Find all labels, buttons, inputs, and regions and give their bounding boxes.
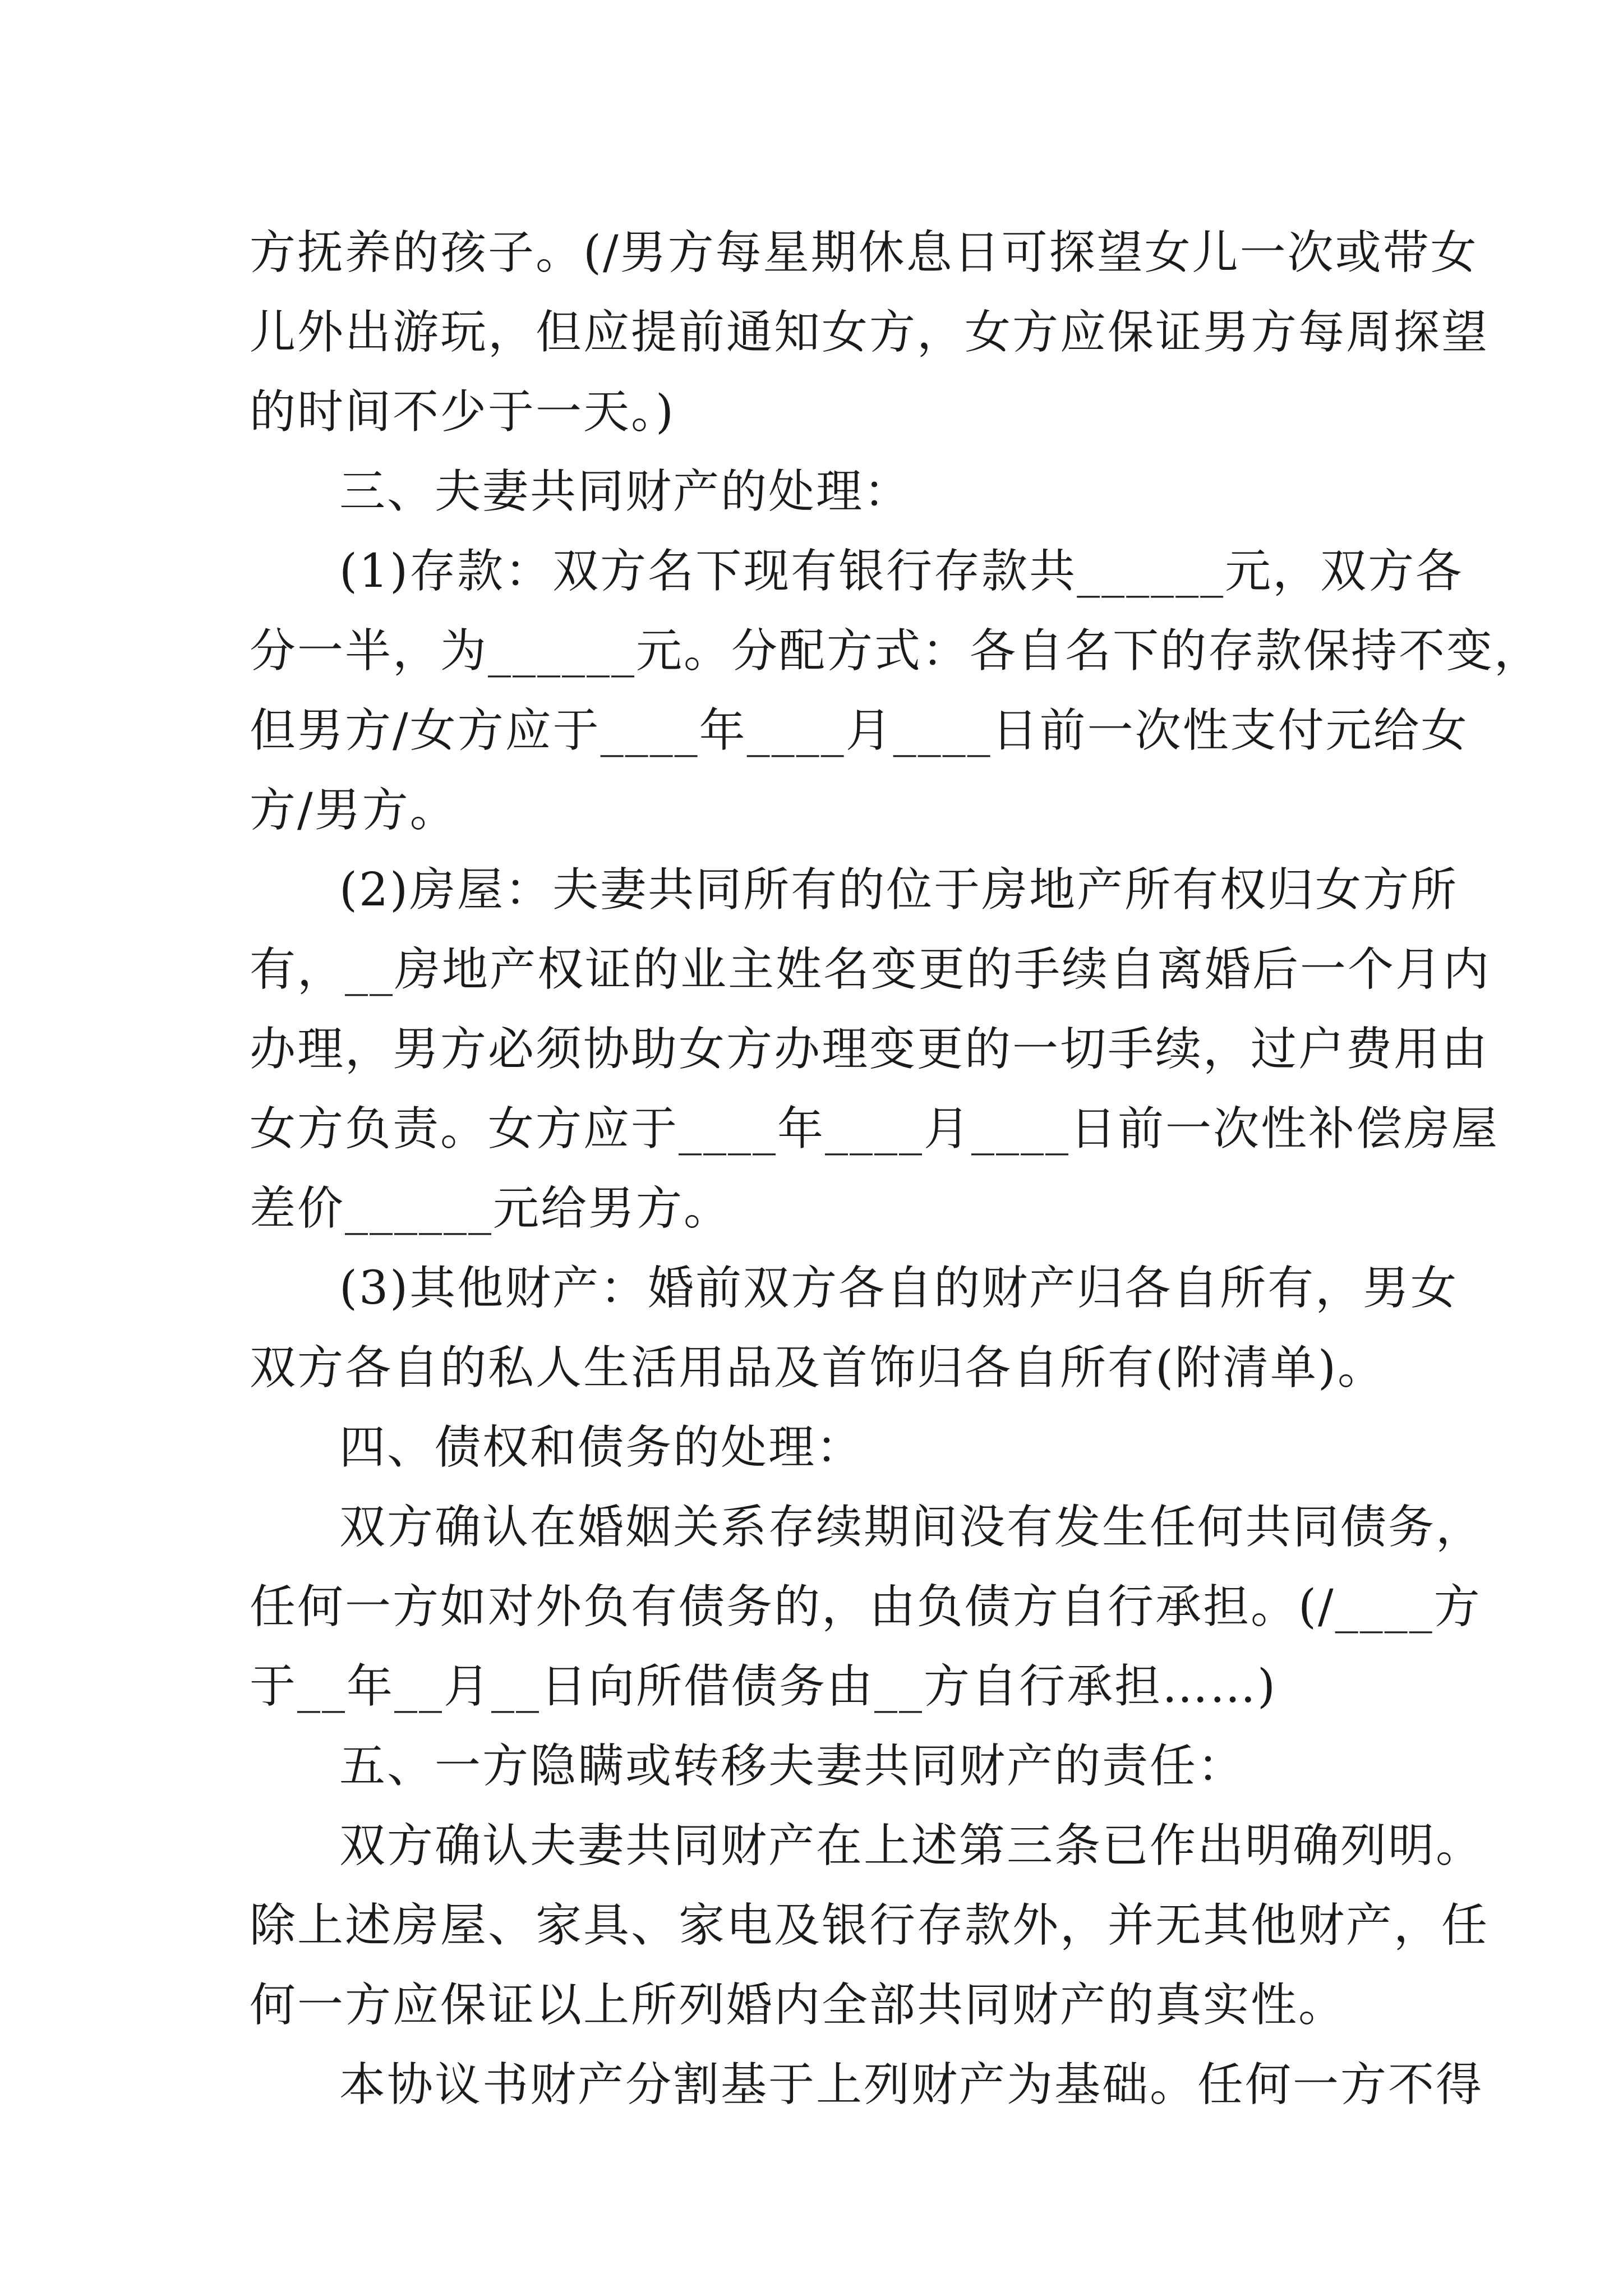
text-line-1: 方抚养的孩子。(/男方每星期休息日可探望女儿一次或带女 xyxy=(250,226,1478,279)
section-heading-4: 四、债权和债务的处理： xyxy=(339,1421,864,1474)
document-page xyxy=(250,213,1542,2125)
text-line-9: (2)房屋：夫妻共同所有的位于房地产所有权归女方所 xyxy=(339,863,1459,917)
text-line-23: 何一方应保证以上所列婚内全部共同财产的真实性。 xyxy=(250,1978,1347,2032)
text-line-15: 双方各自的私人生活用品及首饰归各自所有(附清单)。 xyxy=(250,1341,1385,1395)
text-line-5: (1)存款：双方名下现有银行存款共______元，双方各 xyxy=(339,545,1464,598)
text-line-7: 但男方/女方应于____年____月____日前一次性支付元给女 xyxy=(250,704,1469,757)
text-line-18: 任何一方如对外负有债务的，由负债方自行承担。(/____方 xyxy=(250,1580,1482,1634)
text-line-3: 的时间不少于一天。) xyxy=(250,385,675,439)
text-line-13: 差价______元给男方。 xyxy=(250,1182,732,1235)
text-line-11: 办理，男方必须协助女方办理变更的一切手续，过户费用由 xyxy=(250,1023,1490,1076)
text-line-17: 双方确认在婚姻关系存续期间没有发生任何共同债务， xyxy=(339,1501,1484,1554)
text-line-21: 双方确认夫妻共同财产在上述第三条已作出明确列明。 xyxy=(339,1819,1484,1872)
text-line-19: 于__年__月__日向所借债务由__方自行承担……) xyxy=(250,1660,1277,1713)
text-line-8: 方/男方。 xyxy=(250,784,458,837)
text-line-6: 分一半，为______元。分配方式：各自名下的存款保持不变， xyxy=(250,624,1542,678)
section-heading-3: 三、夫妻共同财产的处理： xyxy=(339,465,912,518)
text-line-12: 女方负责。女方应于____年____月____日前一次性补偿房屋 xyxy=(250,1102,1500,1156)
text-line-2: 儿外出游玩，但应提前通知女方，女方应保证男方每周探望 xyxy=(250,306,1490,359)
text-line-24: 本协议书财产分割基于上列财产为基础。任何一方不得 xyxy=(339,2058,1484,2111)
section-heading-5: 五、一方隐瞒或转移夫妻共同财产的责任： xyxy=(339,1740,1246,1793)
text-line-14: (3)其他财产：婚前双方各自的财产归各自所有，男女 xyxy=(339,1262,1459,1315)
text-line-22: 除上述房屋、家具、家电及银行存款外，并无其他财产，任 xyxy=(250,1899,1490,1952)
text-line-10: 有，__房地产权证的业主姓名变更的手续自离婚后一个月内 xyxy=(250,943,1491,996)
